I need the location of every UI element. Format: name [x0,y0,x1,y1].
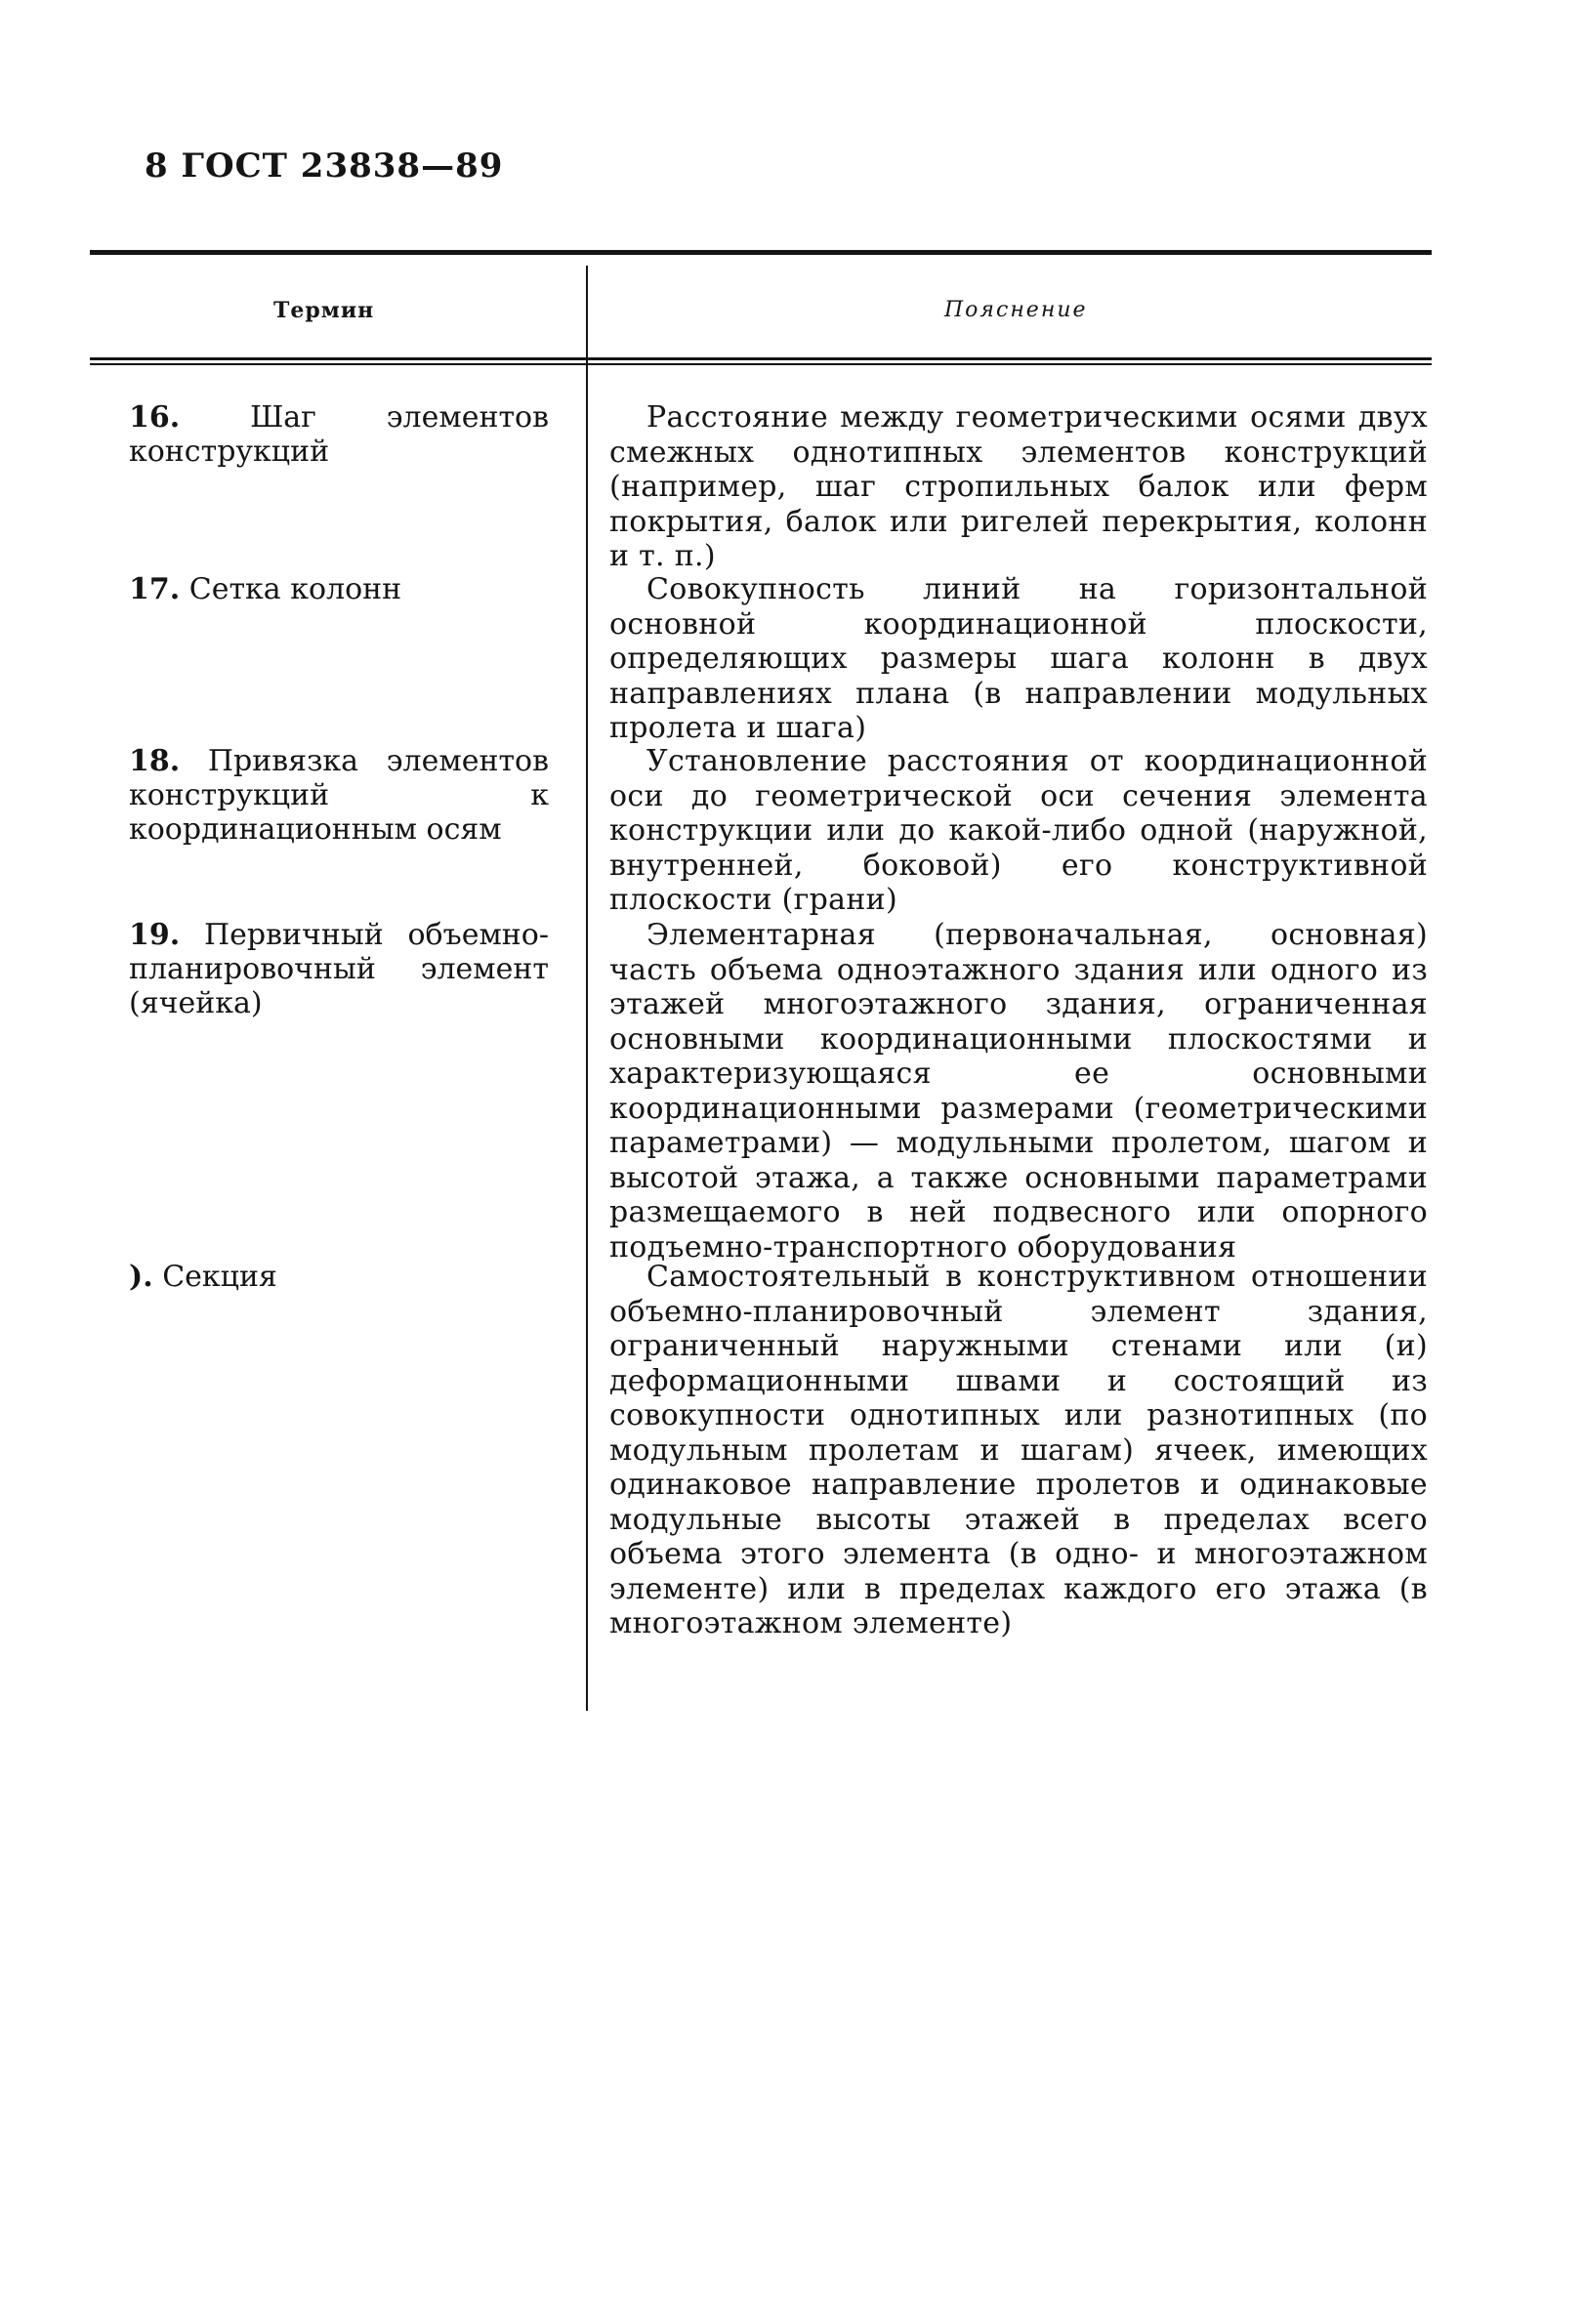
term-number: 19. [129,918,181,952]
term-number: ). [129,1260,153,1294]
table-head-rule [90,357,1432,360]
column-header-term: Термин [273,298,375,323]
explanation-cell: Совокупность линий на горизонтальной основной координационной плоскости, определяющих размеры шага колонн в двух направлениях плана (в направлении модульных пролета и шага) [609,572,1428,745]
term-number: 18. [129,744,181,778]
column-header-explanation: Пояснение [944,298,1088,322]
term-cell [129,744,549,847]
term-number: 17. [129,572,181,606]
table-top-rule [90,250,1432,255]
explanation-cell: Элементарная (первоначальная, основная) часть объема одноэтажного здания или одного из этажей многоэтажного здания, ограниченная основными координационными плоскостями и характеризующаяся ее основными координационными размерами (геометрическими параметрами) — модульными пролетом, шагом и высотой этажа, а также основными параметрами размещаемого в ней подвесного или опорного подъемно-транспортного оборудования [609,918,1428,1265]
column-divider [586,266,588,1711]
page-header: 8 ГОСТ 23838—89 [145,146,504,186]
term-text: Шаг элементов конструкций [129,400,549,469]
explanation-cell: Расстояние между геометрическими осями двух смежных однотипных элементов конструкций (например, шаг стропильных балок или ферм покрытия, балок или ригелей перекрытия, колонн и т. п.) [609,400,1428,573]
term-text: Привязка элементов конструкций к координационным осям [129,744,549,847]
term-number: 16. [129,400,181,435]
term-text: Сетка колонн [188,572,402,606]
term-cell [129,572,549,606]
table-head-rule-second [90,363,1432,365]
term-text: Первичный объемно-планировочный элемент (ячейка) [129,918,549,1020]
term-text: Секция [162,1260,277,1294]
term-cell [129,400,549,469]
term-cell [129,1260,549,1294]
explanation-cell: Установление расстояния от координационной оси до геометрической оси сечения элемента конструкции или до какой-либо одной (наружной, внутренней, боковой) его конструктивной плоскости (грани) [609,744,1428,917]
explanation-cell: Самостоятельный в конструктивном отношении объемно-планировочный элемент здания, ограниченный наружными стенами или (и) деформационными швами и состоящий из совокупности однотипных или разнотипных (по модульным пролетам и шагам) ячеек, имеющих одинаковое направление пролетов и одинаковые модульные высоты этажей в пределах всего объема этого элемента (в одно- и многоэтажном элементе) или в пределах каждого его этажа (в многоэтажном элементе) [609,1260,1428,1640]
term-cell [129,918,549,1020]
